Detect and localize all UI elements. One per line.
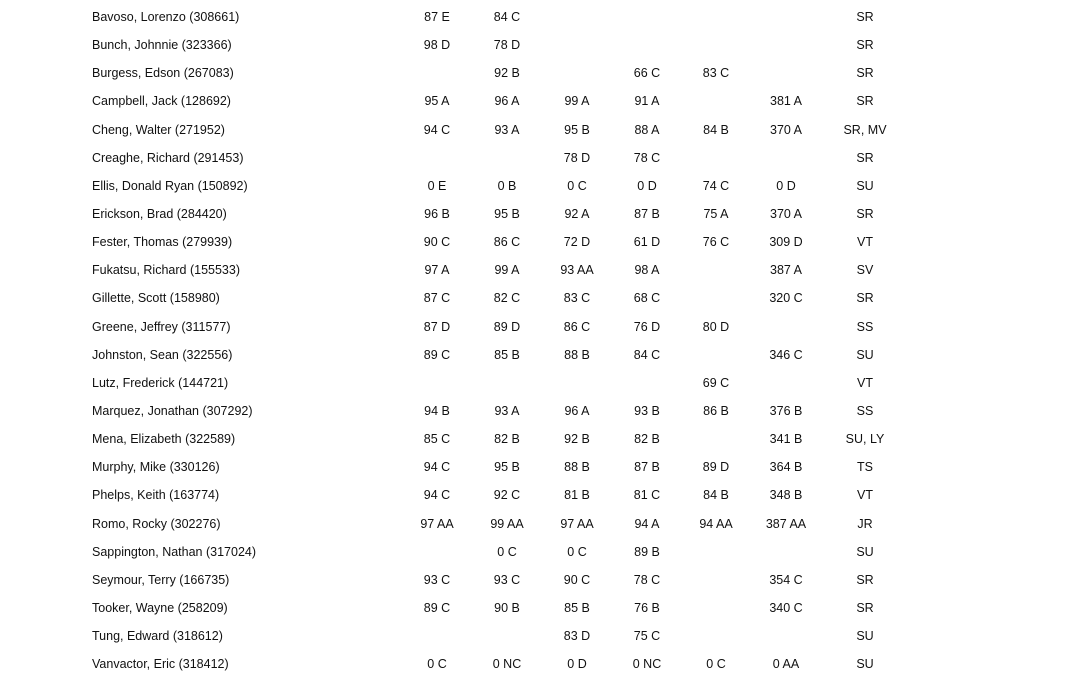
score-cell: 89 D [702,460,730,475]
classification-code: SR [856,572,874,587]
score-cell: 92 B [494,66,520,81]
score-cell: 85 B [564,600,590,615]
score-cell: 93 A [494,403,520,418]
score-cell: 309 D [769,235,803,250]
score-cell: 381 A [770,94,802,109]
score-cell: 387 AA [765,516,807,531]
score-cell: 89 B [634,544,660,559]
score-cell: 0 C [567,544,587,559]
table-row [0,481,1080,509]
score-cell: 84 C [493,10,521,24]
table-row [0,228,1080,256]
competitor-name: Vanvactor, Eric (318412) [92,657,229,672]
score-cell: 87 E [424,10,450,24]
classification-code: SU [856,544,874,559]
score-cell: 0 C [427,657,447,672]
score-cell: 0 D [776,178,796,193]
score-cell: 84 B [703,122,729,137]
score-cell: 72 D [563,235,591,250]
score-cell: 320 C [769,291,803,306]
score-cell: 93 C [423,572,451,587]
table-row [0,256,1080,284]
competitor-name: Johnston, Sean (322556) [92,347,233,362]
score-cell: 0 B [497,178,517,193]
score-cell: 89 C [423,347,451,362]
score-cell: 76 C [702,235,730,250]
table-row [0,341,1080,369]
classification-code: SR [856,94,874,109]
score-cell: 354 C [769,572,803,587]
score-cell: 87 B [634,460,660,475]
score-cell: 95 B [494,460,520,475]
table-row [0,284,1080,312]
competitor-name: Fukatsu, Richard (155533) [92,263,240,278]
score-cell: 68 C [633,291,661,306]
score-cell: 97 AA [420,516,454,531]
score-cell: 0 D [637,178,657,193]
table-row [0,144,1080,172]
score-cell: 83 D [563,629,591,644]
score-cell: 99 A [564,94,590,109]
competitor-name: Campbell, Jack (128692) [92,94,231,109]
score-cell: 97 A [424,263,450,278]
results-table [0,3,1080,678]
score-cell: 86 C [563,319,591,334]
score-cell: 76 B [634,600,660,615]
table-row [0,425,1080,453]
score-cell: 78 C [633,572,661,587]
classification-code: SU [856,657,874,672]
classification-code: SU [856,347,874,362]
classification-code: TS [857,460,873,475]
table-row [0,369,1080,397]
table-row [0,594,1080,622]
score-cell: 348 B [769,488,803,503]
score-cell: 341 B [769,432,803,447]
score-cell: 0 NC [492,657,522,672]
competitor-name: Lutz, Frederick (144721) [92,375,229,390]
score-cell: 61 D [633,235,661,250]
score-cell: 84 B [703,488,729,503]
score-cell: 92 B [564,432,590,447]
score-cell: 93 AA [560,263,594,278]
score-cell: 86 B [703,403,729,418]
score-cell: 387 A [770,263,802,278]
score-cell: 81 C [633,488,661,503]
score-cell: 95 A [424,94,450,109]
table-row [0,59,1080,87]
competitor-name: Romo, Rocky (302276) [92,516,221,531]
score-cell: 85 C [423,432,451,447]
score-cell: 94 C [423,460,451,475]
score-cell: 95 B [564,122,590,137]
score-cell: 90 C [423,235,451,250]
score-cell: 91 A [634,94,660,109]
score-cell: 98 D [423,38,451,53]
score-cell: 95 B [494,206,520,221]
score-cell: 370 A [770,206,802,221]
classification-code: SR [856,600,874,615]
classification-code: SS [856,403,874,418]
competitor-name: Erickson, Brad (284420) [92,206,227,221]
score-cell: 69 C [702,375,730,390]
competitor-name: Mena, Elizabeth (322589) [92,432,236,447]
classification-code: VT [857,375,873,390]
score-cell: 376 B [769,403,803,418]
classification-code: SU [856,629,874,644]
score-cell: 87 B [634,206,660,221]
classification-code: SR [856,150,874,165]
score-cell: 93 A [494,122,520,137]
table-row [0,3,1080,31]
score-cell: 74 C [702,178,730,193]
score-cell: 94 AA [699,516,733,531]
score-cell: 89 D [493,319,521,334]
table-row [0,116,1080,144]
score-cell: 83 C [563,291,591,306]
classification-code: SR [856,291,874,306]
classification-code: SR [856,10,874,24]
table-row [0,566,1080,594]
classification-code: VT [857,235,873,250]
score-cell: 98 A [634,263,660,278]
score-cell: 0 AA [772,657,800,672]
score-cell: 75 A [703,206,729,221]
score-cell: 364 B [769,460,803,475]
classification-code: SS [856,319,874,334]
score-cell: 97 AA [560,516,594,531]
score-cell: 78 D [493,38,521,53]
score-cell: 99 A [494,263,520,278]
score-cell: 346 C [769,347,803,362]
score-cell: 82 C [493,291,521,306]
score-cell: 92 C [493,488,521,503]
table-row [0,510,1080,538]
table-row [0,650,1080,678]
table-row [0,87,1080,115]
table-row [0,172,1080,200]
score-cell: 92 A [564,206,590,221]
score-cell: 78 D [563,150,591,165]
score-cell: 80 D [702,319,730,334]
score-cell: 81 B [564,488,590,503]
table-row [0,200,1080,228]
score-cell: 99 AA [490,516,524,531]
classification-code: SR [856,38,874,53]
competitor-name: Ellis, Donald Ryan (150892) [92,178,248,193]
score-cell: 89 C [423,600,451,615]
score-cell: 90 C [563,572,591,587]
competitor-name: Marquez, Jonathan (307292) [92,403,253,418]
classification-code: SV [856,263,874,278]
classification-code: JR [857,516,873,531]
score-cell: 96 B [424,206,450,221]
classification-code: SU [856,178,874,193]
competitor-name: Greene, Jeffrey (311577) [92,319,231,334]
competitor-name: Tung, Edward (318612) [92,629,223,644]
score-cell: 94 B [424,403,450,418]
score-cell: 94 A [634,516,660,531]
score-cell: 66 C [633,66,661,81]
table-row [0,453,1080,481]
score-cell: 93 B [634,403,660,418]
competitor-name: Fester, Thomas (279939) [92,235,233,250]
score-cell: 78 C [633,150,661,165]
score-cell: 94 C [423,488,451,503]
score-cell: 370 A [770,122,802,137]
score-cell: 83 C [702,66,730,81]
score-cell: 0 E [427,178,447,193]
competitor-name: Cheng, Walter (271952) [92,122,225,137]
score-cell: 96 A [494,94,520,109]
classification-code: VT [857,488,873,503]
score-cell: 84 C [633,347,661,362]
score-cell: 75 C [633,629,661,644]
competitor-name: Murphy, Mike (330126) [92,460,220,475]
classification-code: SR, MV [843,122,887,137]
classification-code: SU, LY [845,432,885,447]
score-cell: 0 D [567,657,587,672]
table-row [0,31,1080,59]
competitor-name: Gillette, Scott (158980) [92,291,220,306]
score-cell: 88 B [564,347,590,362]
table-row [0,622,1080,650]
classification-code: SR [856,206,874,221]
score-cell: 87 D [423,319,451,334]
score-cell: 0 NC [632,657,662,672]
table-row [0,538,1080,566]
score-cell: 0 C [497,544,517,559]
competitor-name: Phelps, Keith (163774) [92,488,220,503]
score-cell: 76 D [633,319,661,334]
competitor-name: Creaghe, Richard (291453) [92,150,244,165]
competitor-name: Sappington, Nathan (317024) [92,544,257,559]
score-cell: 86 C [493,235,521,250]
score-cell: 82 B [634,432,660,447]
competitor-name: Seymour, Terry (166735) [92,572,230,587]
competitor-name: Bavoso, Lorenzo (308661) [92,10,240,24]
competitor-name: Tooker, Wayne (258209) [92,600,228,615]
score-cell: 88 B [564,460,590,475]
score-cell: 340 C [769,600,803,615]
score-cell: 0 C [706,657,726,672]
table-row [0,397,1080,425]
score-cell: 94 C [423,122,451,137]
classification-code: SR [856,66,874,81]
table-row [0,313,1080,341]
competitor-name: Burgess, Edson (267083) [92,66,234,81]
competitor-name: Bunch, Johnnie (323366) [92,38,232,53]
score-cell: 88 A [634,122,660,137]
score-cell: 96 A [564,403,590,418]
score-cell: 0 C [567,178,587,193]
score-cell: 82 B [494,432,520,447]
score-cell: 87 C [423,291,451,306]
score-cell: 90 B [494,600,520,615]
score-cell: 85 B [494,347,520,362]
score-cell: 93 C [493,572,521,587]
